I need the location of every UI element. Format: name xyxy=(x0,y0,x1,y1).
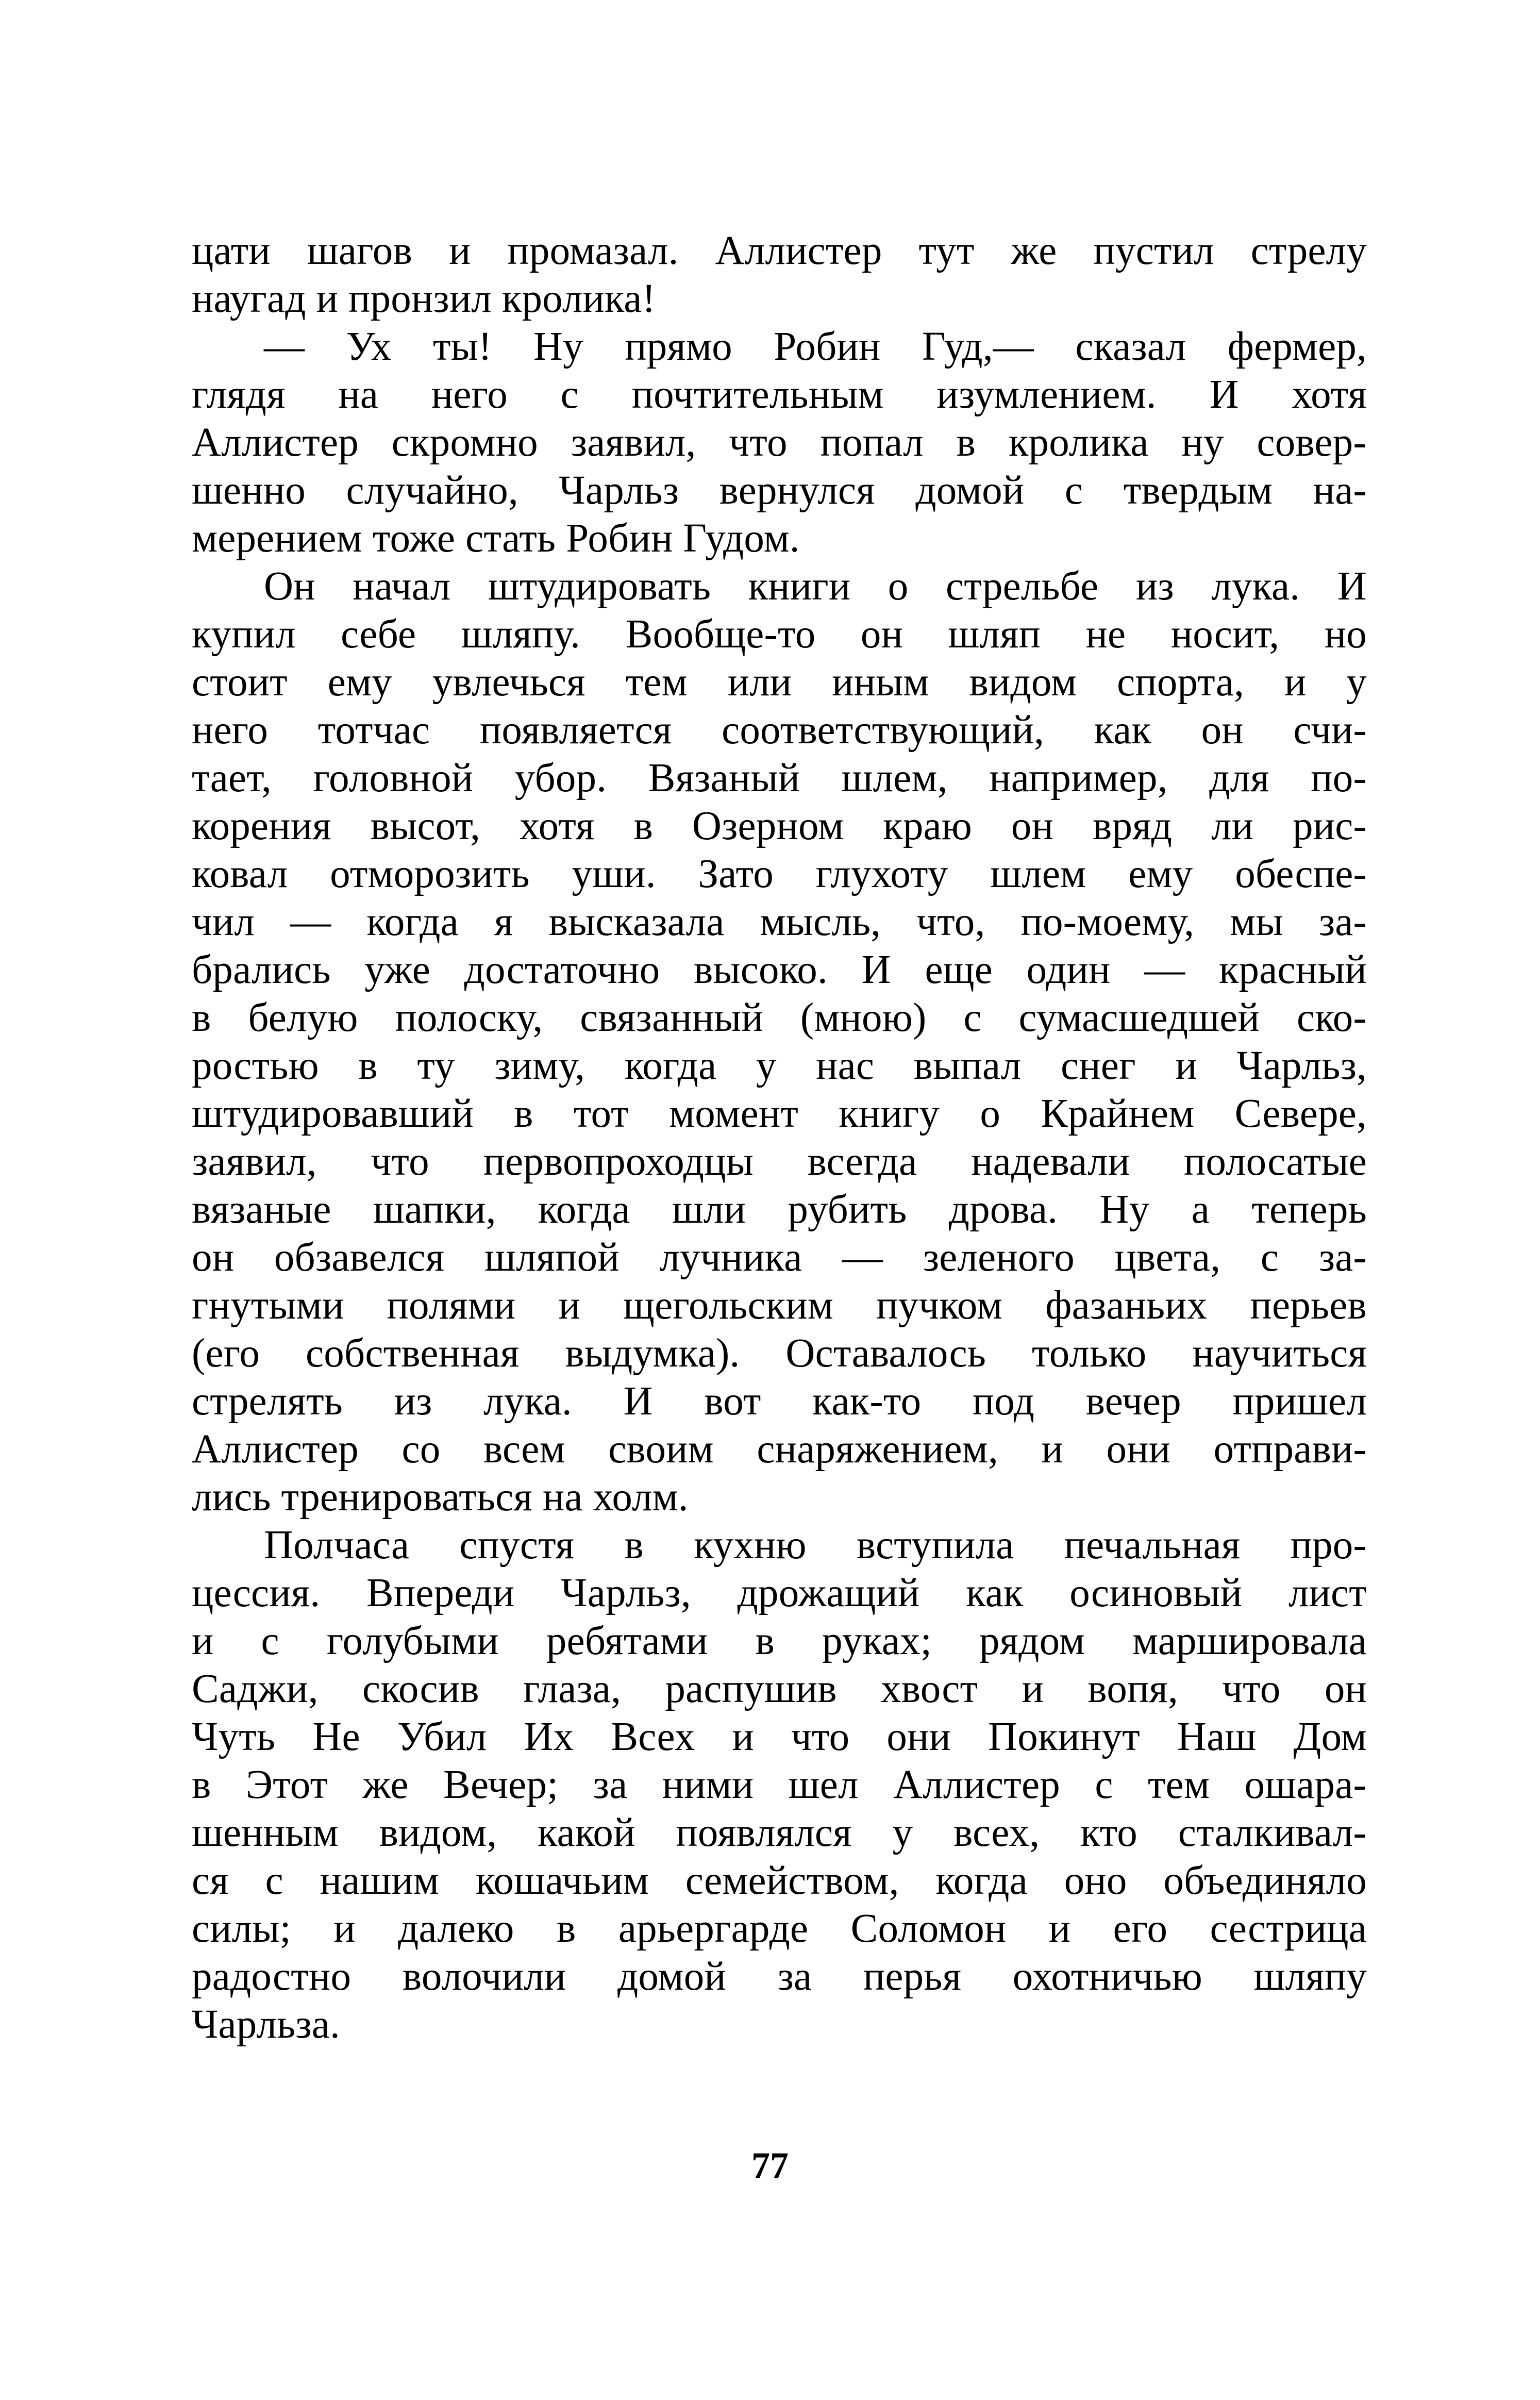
text-line: гнутыми полями и щегольским пучком фазаньих перьев xyxy=(192,1283,1367,1328)
text-line: тает, головной убор. Вязаный шлем, например, для по- xyxy=(192,756,1367,801)
text-line: Полчаса спустя в кухню вступила печальная про- xyxy=(264,1523,1367,1568)
text-line: (его собственная выдумка). Оставалось только научиться xyxy=(192,1331,1367,1376)
text-line: вязаные шапки, когда шли рубить дрова. Ну а теперь xyxy=(192,1187,1367,1232)
text-line: наугад и пронзил кролика! xyxy=(192,276,656,321)
text-line: цессия. Впереди Чарльз, дрожащий как осиновый лист xyxy=(192,1571,1367,1615)
text-line: купил себе шляпу. Вообще-то он шляп не носит, но xyxy=(192,612,1367,657)
paragraph-2 xyxy=(192,323,1367,562)
text-line: чил — когда я высказала мысль, что, по-моему, мы за- xyxy=(192,899,1367,944)
text-line: радостно волочили домой за перья охотничью шляпу xyxy=(192,1954,1367,1999)
text-line: Аллистер со всем своим снаряжением, и они отправи- xyxy=(192,1427,1367,1472)
text-line: шенно случайно, Чарльз вернулся домой с твердым на- xyxy=(192,468,1367,513)
text-line: шенным видом, какой появлялся у всех, кто сталкивал- xyxy=(192,1810,1367,1855)
text-line: заявил, что первопроходцы всегда надевали полосатые xyxy=(192,1139,1367,1184)
text-line: Он начал штудировать книги о стрельбе из лука. И xyxy=(264,564,1367,609)
text-line: корения высот, хотя в Озерном краю он вряд ли рис- xyxy=(192,804,1367,848)
text-line: него тотчас появляется соответствующий, как он счи- xyxy=(192,708,1367,753)
text-line: в белую полоску, связанный (мною) с сумасшедшей ско- xyxy=(192,995,1367,1040)
text-line: лись тренироваться на холм. xyxy=(192,1475,689,1520)
text-line: Чуть Не Убил Их Всех и что они Покинут Наш Дом xyxy=(192,1714,1367,1759)
paragraph-4 xyxy=(192,1521,1367,2048)
text-line: Чарльза. xyxy=(192,2002,340,2047)
text-line: стрелять из лука. И вот как-то под вечер пришел xyxy=(192,1379,1367,1424)
text-line: штудировавший в тот момент книгу о Крайнем Севере, xyxy=(192,1091,1367,1136)
page-number: 77 xyxy=(751,2145,789,2186)
text-line: глядя на него с почтительным изумлением. И хотя xyxy=(192,372,1367,417)
text-line: и с голубыми ребятами в руках; рядом маршировала xyxy=(192,1619,1367,1663)
text-line: брались уже достаточно высоко. И еще один — красный xyxy=(192,947,1367,992)
text-line: ростью в ту зиму, когда у нас выпал снег и Чарльз, xyxy=(192,1043,1367,1088)
text-line: ковал отморозить уши. Зато глухоту шлем ему обеспе- xyxy=(192,852,1367,896)
text-line: Саджи, скосив глаза, распушив хвост и вопя, что он xyxy=(192,1666,1367,1711)
text-line: Аллистер скромно заявил, что попал в кролика ну совер- xyxy=(192,420,1367,465)
text-line: в Этот же Вечер; за ними шел Аллистер с тем ошара- xyxy=(192,1762,1367,1807)
text-line: силы; и далеко в арьергарде Соломон и его сестрица xyxy=(192,1906,1367,1951)
text-line: мерением тоже стать Робин Гудом. xyxy=(192,516,800,561)
text-line: — Ух ты! Ну прямо Робин Гуд,— сказал фермер, xyxy=(264,324,1367,369)
text-line: стоит ему увлечься тем или иным видом спорта, и у xyxy=(192,660,1367,705)
page-body xyxy=(192,227,1367,2048)
text-line: он обзавелся шляпой лучника — зеленого цвета, с за- xyxy=(192,1235,1367,1280)
paragraph-3 xyxy=(192,562,1367,1521)
paragraph-1 xyxy=(192,227,1367,323)
text-line: цати шагов и промазал. Аллистер тут же пустил стрелу xyxy=(192,228,1367,273)
text-line: ся с нашим кошачьим семейством, когда оно объединяло xyxy=(192,1858,1367,1903)
